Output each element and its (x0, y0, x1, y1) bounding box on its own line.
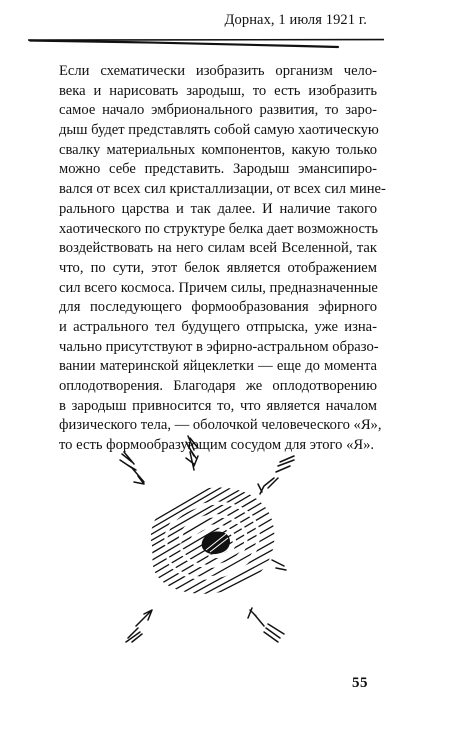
header-rule (0, 35, 450, 51)
text-line: физического тела, — оболочкой человеческого «Я», (59, 417, 382, 434)
page-number: 55 (352, 675, 368, 691)
text-line: можно себе представить. Зародыш эмансипиро- (59, 161, 377, 178)
text-line: воздействовать на него силам всей Вселенной, так (59, 240, 377, 257)
text-line: хаотического по структуре белка дает возможность (59, 220, 379, 237)
text-line: самое начало эмбрионального развития, то заро- (59, 102, 377, 119)
text-line: оплодотворения. Благодаря же оплодотворению (59, 378, 377, 394)
text-line: в зародыш привносится то, что является началом (59, 397, 377, 414)
text-line: то есть формообразующим сосудом для этого «Я». (59, 437, 375, 454)
text-line: дыш будет представлять собой самую хаотическую (59, 122, 379, 139)
text-line: века и нарисовать зародыш, то есть изобразить (59, 82, 377, 99)
text-line: Если схематически изобразить организм чело- (59, 63, 377, 79)
running-head: Дорнах, 1 июля 1921 г. (224, 12, 367, 28)
embryo-sketch-icon (108, 428, 308, 653)
text-line: для последующего формообразования эфирного (59, 299, 377, 316)
text-line: вался от всех сил кристаллизации, от всех сил мине- (59, 181, 386, 198)
text-line: чально присутствуют в эфирно-астральном образо- (59, 338, 379, 355)
text-line: свалку материальных компонентов, какую только (59, 141, 377, 158)
body-paragraph (59, 62, 386, 456)
text-line: сил всего космоса. Причем силы, предназначенные (59, 279, 378, 296)
text-line: вании материнской яйцеклетки — еще до момента (59, 358, 377, 375)
text-line: и астрального тел будущего отпрыска, уже изна- (59, 318, 377, 335)
text-line: что, по сути, этот белок является отображением (59, 259, 377, 276)
text-line: рального царства и так далее. И наличие такого (59, 200, 377, 217)
